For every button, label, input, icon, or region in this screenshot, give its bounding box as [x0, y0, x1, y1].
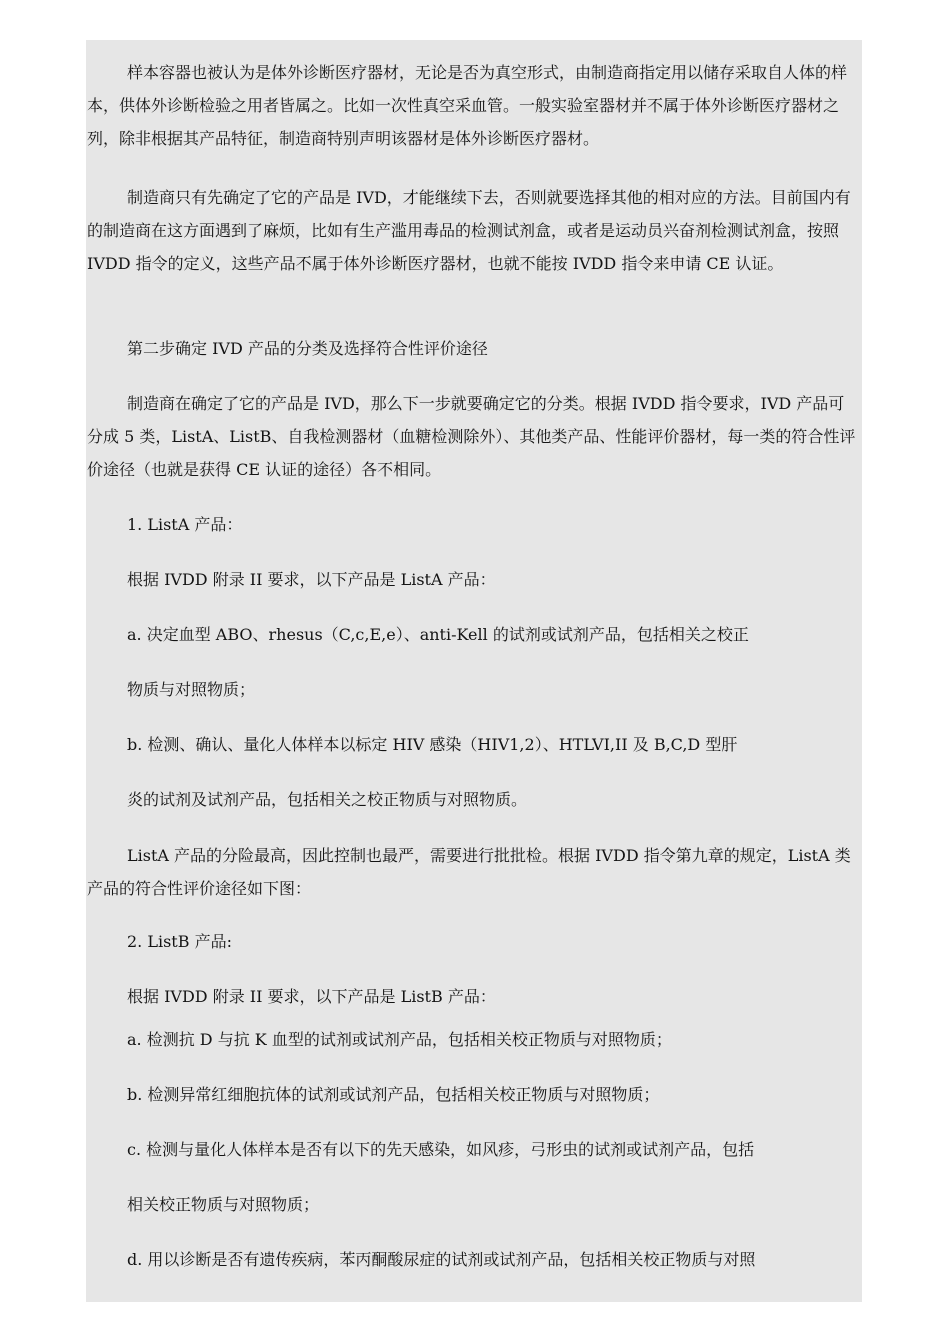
list-item-listb-c: c. 检测与量化人体样本是否有以下的先天感染，如风疹，弓形虫的试剂或试剂产品，包括	[127, 1140, 755, 1159]
list-item-lista-b-cont: 炎的试剂及试剂产品，包括相关之校正物质与对照物质。	[127, 790, 528, 809]
list-heading-lista: 1. ListA 产品：	[127, 515, 243, 534]
list-item-listb-c-cont: 相关校正物质与对照物质；	[127, 1195, 320, 1214]
list-heading-listb: 2. ListB 产品:	[127, 932, 232, 951]
paragraph-lista-intro: 根据 IVDD 附录 II 要求，以下产品是 ListA 产品：	[127, 570, 496, 589]
paragraph-classification: 制造商在确定了它的产品是 IVD，那么下一步就要确定它的分类。根据 IVDD 指令要求，IVD 产品可分成 5 类，ListA、ListB、自我检测器材（血糖检测除外）、其他类产品、性能评价器材，每一类的符合性评价途径（也就是获得 CE 认证的途径）各不相同。	[87, 394, 856, 479]
list-item-lista-b: b. 检测、确认、量化人体样本以标定 HIV 感染（HIV1,2）、HTLVI,II 及 B,C,D 型肝	[127, 735, 738, 754]
list-item-listb-a: a. 检测抗 D 与抗 K 血型的试剂或试剂产品，包括相关校正物质与对照物质；	[127, 1030, 672, 1049]
paragraph-sample-containers: 样本容器也被认为是体外诊断医疗器材，无论是否为真空形式，由制造商指定用以储存采取自人体的样本，供体外诊断检验之用者皆属之。比如一次性真空采血管。一般实验室器材并不属于体外诊断医疗器材之列，除非根据其产品特征，制造商特别声明该器材是体外诊断医疗器材。	[87, 63, 848, 148]
paragraph-manufacturer-ivd: 制造商只有先确定了它的产品是 IVD，才能继续下去，否则就要选择其他的相对应的方法。目前国内有的制造商在这方面遇到了麻烦，比如有生产滥用毒品的检测试剂盒，或者是运动员兴奋剂检测试剂盒，按照 IVDD 指令的定义，这些产品不属于体外诊断医疗器材，也就不能按 IVDD 指令来申请 CE 认证。	[87, 188, 851, 273]
paragraph-lista-risk: ListA 产品的分险最高，因此控制也最严，需要进行批批检。根据 IVDD 指令第九章的规定，ListA 类产品的符合性评价途径如下图：	[87, 846, 851, 898]
document-page	[86, 40, 862, 1302]
list-item-listb-d: d. 用以诊断是否有遗传疾病，苯丙酮酸尿症的试剂或试剂产品，包括相关校正物质与对照	[127, 1250, 756, 1269]
list-item-lista-a: a. 决定血型 ABO、rhesus（C,c,E,e）、anti-Kell 的试剂或试剂产品，包括相关之校正	[127, 625, 749, 644]
section-heading-step-two: 第二步确定 IVD 产品的分类及选择符合性评价途径	[127, 339, 488, 358]
paragraph-listb-intro: 根据 IVDD 附录 II 要求，以下产品是 ListB 产品：	[127, 987, 496, 1006]
list-item-listb-b: b. 检测异常红细胞抗体的试剂或试剂产品，包括相关校正物质与对照物质；	[127, 1085, 660, 1104]
list-item-lista-a-cont: 物质与对照物质；	[127, 680, 256, 699]
